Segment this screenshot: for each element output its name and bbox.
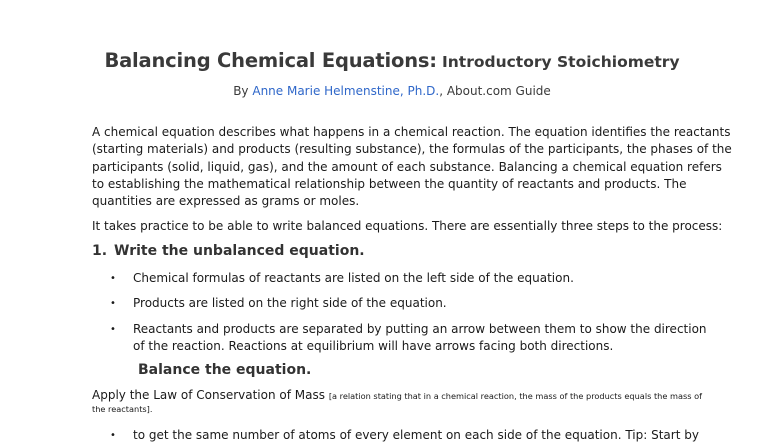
step-1-heading bbox=[92, 243, 365, 259]
bullet-icon: • bbox=[110, 298, 116, 309]
author-link[interactable]: Anne Marie Helmenstine, Ph.D. bbox=[252, 84, 440, 98]
step-1-text: Write the unbalanced equation. bbox=[114, 243, 365, 259]
bullet-icon: • bbox=[110, 324, 116, 335]
step-2-heading: Balance the equation. bbox=[138, 362, 312, 378]
intro-paragraph: A chemical equation describes what happens in a chemical reaction. The equation identifies the reactants (starting materials) and products (resulting substance), the formulas of the participants, the phases of the participants (solid, liquid, gas), and the amount of each substance. Balancing a chemical equation refers to establishing the mathematical relationship between the quantity of reactants and products. The quantities are expressed as grams or moles. bbox=[92, 125, 732, 209]
practice-paragraph: It takes practice to be able to write balanced equations. There are essentially three steps to the process: bbox=[92, 219, 723, 233]
bullet-icon: • bbox=[110, 430, 116, 441]
list-item-text: to get the same number of atoms of every element on each side of the equation. Tip: Start by bbox=[133, 428, 699, 442]
title-main: Balancing Chemical Equations: bbox=[104, 49, 437, 72]
list-item-text: Chemical formulas of reactants are listed on the left side of the equation. bbox=[133, 271, 574, 285]
law-definition: [a relation stating that in a chemical reaction, the mass of the products equals the mass of the reactants]. bbox=[92, 391, 703, 414]
step-1-number: 1. bbox=[92, 243, 108, 259]
law-paragraph bbox=[92, 389, 712, 415]
title-subtitle: Introductory Stoichiometry bbox=[441, 53, 680, 71]
list-item-text: Reactants and products are separated by putting an arrow between them to show the direction of the reaction. Reactions at equilibrium will have arrows facing both directions. bbox=[133, 322, 707, 354]
byline bbox=[0, 84, 784, 98]
page-title bbox=[0, 49, 784, 72]
bullet-icon: • bbox=[110, 273, 116, 284]
byline-suffix: , About.com Guide bbox=[439, 84, 551, 98]
list-item-text: Products are listed on the right side of the equation. bbox=[133, 296, 447, 310]
byline-prefix: By bbox=[233, 84, 253, 98]
law-text: Apply the Law of Conservation of Mass bbox=[92, 388, 329, 402]
